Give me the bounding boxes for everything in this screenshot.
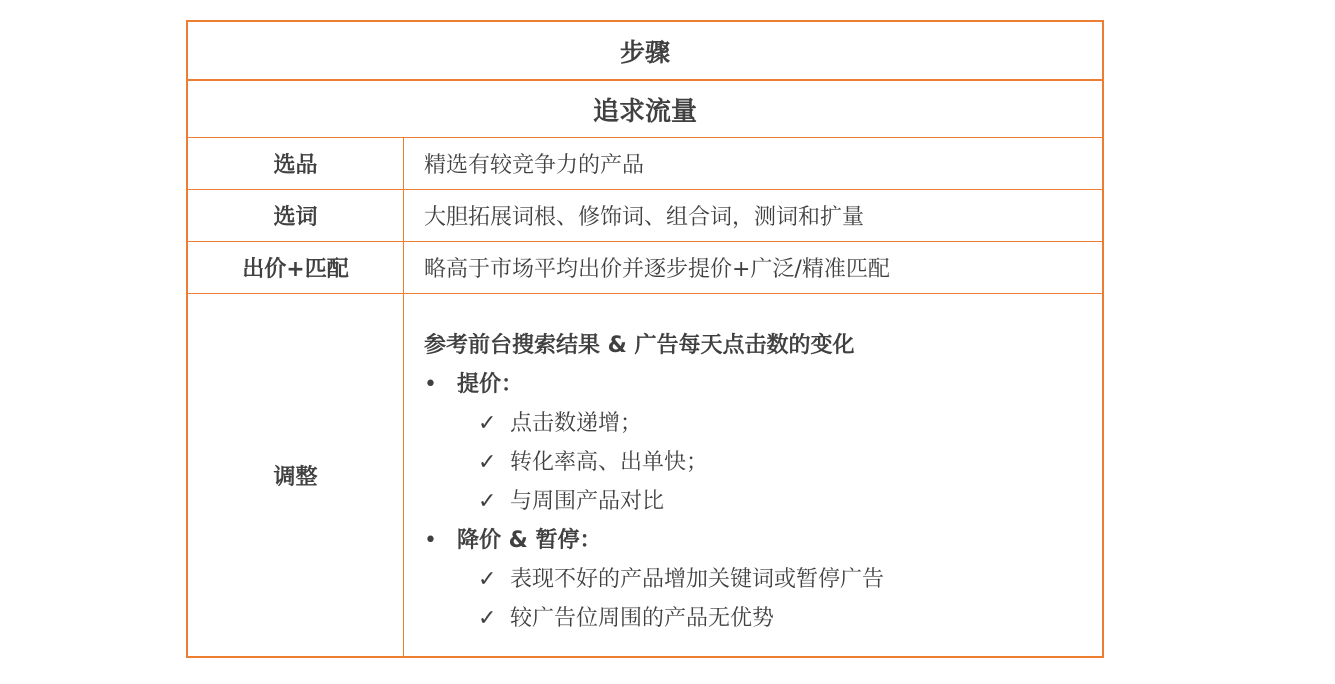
row-content-bid-match: 略高于市场平均出价并逐步提价+广泛/精准匹配 bbox=[424, 257, 890, 282]
table-row-adjust bbox=[188, 294, 1102, 656]
row-label-keyword-selection: 选词 bbox=[188, 190, 404, 241]
table-title: 步骤 bbox=[619, 37, 670, 67]
list-item bbox=[424, 443, 884, 482]
list-item-text: 表现不好的产品增加关键词或暂停广告 bbox=[510, 567, 885, 592]
steps-table bbox=[186, 20, 1104, 658]
table-row bbox=[188, 138, 1102, 190]
checkmark-icon: ✓ bbox=[478, 450, 497, 475]
list-item-text: 点击数递增； bbox=[510, 411, 643, 436]
row-content-product-selection: 精选有较竞争力的产品 bbox=[424, 153, 645, 178]
table-row bbox=[188, 242, 1102, 294]
bullet-icon: • bbox=[424, 528, 437, 553]
table-subtitle-row bbox=[188, 81, 1102, 138]
list-item-text: 与周围产品对比 bbox=[510, 489, 665, 514]
bullet-icon: • bbox=[424, 372, 437, 397]
checkmark-icon: ✓ bbox=[478, 489, 497, 514]
checkmark-icon: ✓ bbox=[478, 411, 497, 436]
row-label-product-selection: 选品 bbox=[188, 138, 404, 189]
checkmark-icon: ✓ bbox=[478, 606, 497, 631]
table-row bbox=[188, 190, 1102, 242]
adjust-content bbox=[424, 326, 884, 638]
list-item-text: 转化率高、出单快； bbox=[510, 450, 709, 475]
list-item bbox=[424, 404, 884, 443]
bullet-label: 提价： bbox=[457, 372, 524, 397]
row-content-keyword-selection: 大胆拓展词根、修饰词、组合词，测词和扩量 bbox=[424, 205, 865, 230]
row-label-adjust: 调整 bbox=[188, 294, 404, 656]
row-label-bid-match: 出价+匹配 bbox=[188, 242, 404, 293]
list-item bbox=[424, 482, 884, 521]
adjust-heading: 参考前台搜索结果 & 广告每天点击数的变化 bbox=[424, 333, 855, 358]
list-item-text: 较广告位周围的产品无优势 bbox=[510, 606, 775, 631]
list-item bbox=[424, 599, 884, 638]
bullet-lower-price-pause bbox=[424, 521, 884, 560]
bullet-label: 降价 & 暂停： bbox=[457, 528, 602, 553]
table-subtitle: 追求流量 bbox=[592, 96, 697, 127]
list-item bbox=[424, 560, 884, 599]
checkmark-icon: ✓ bbox=[478, 567, 497, 592]
bullet-raise-price bbox=[424, 365, 884, 404]
table-title-row bbox=[188, 22, 1102, 81]
